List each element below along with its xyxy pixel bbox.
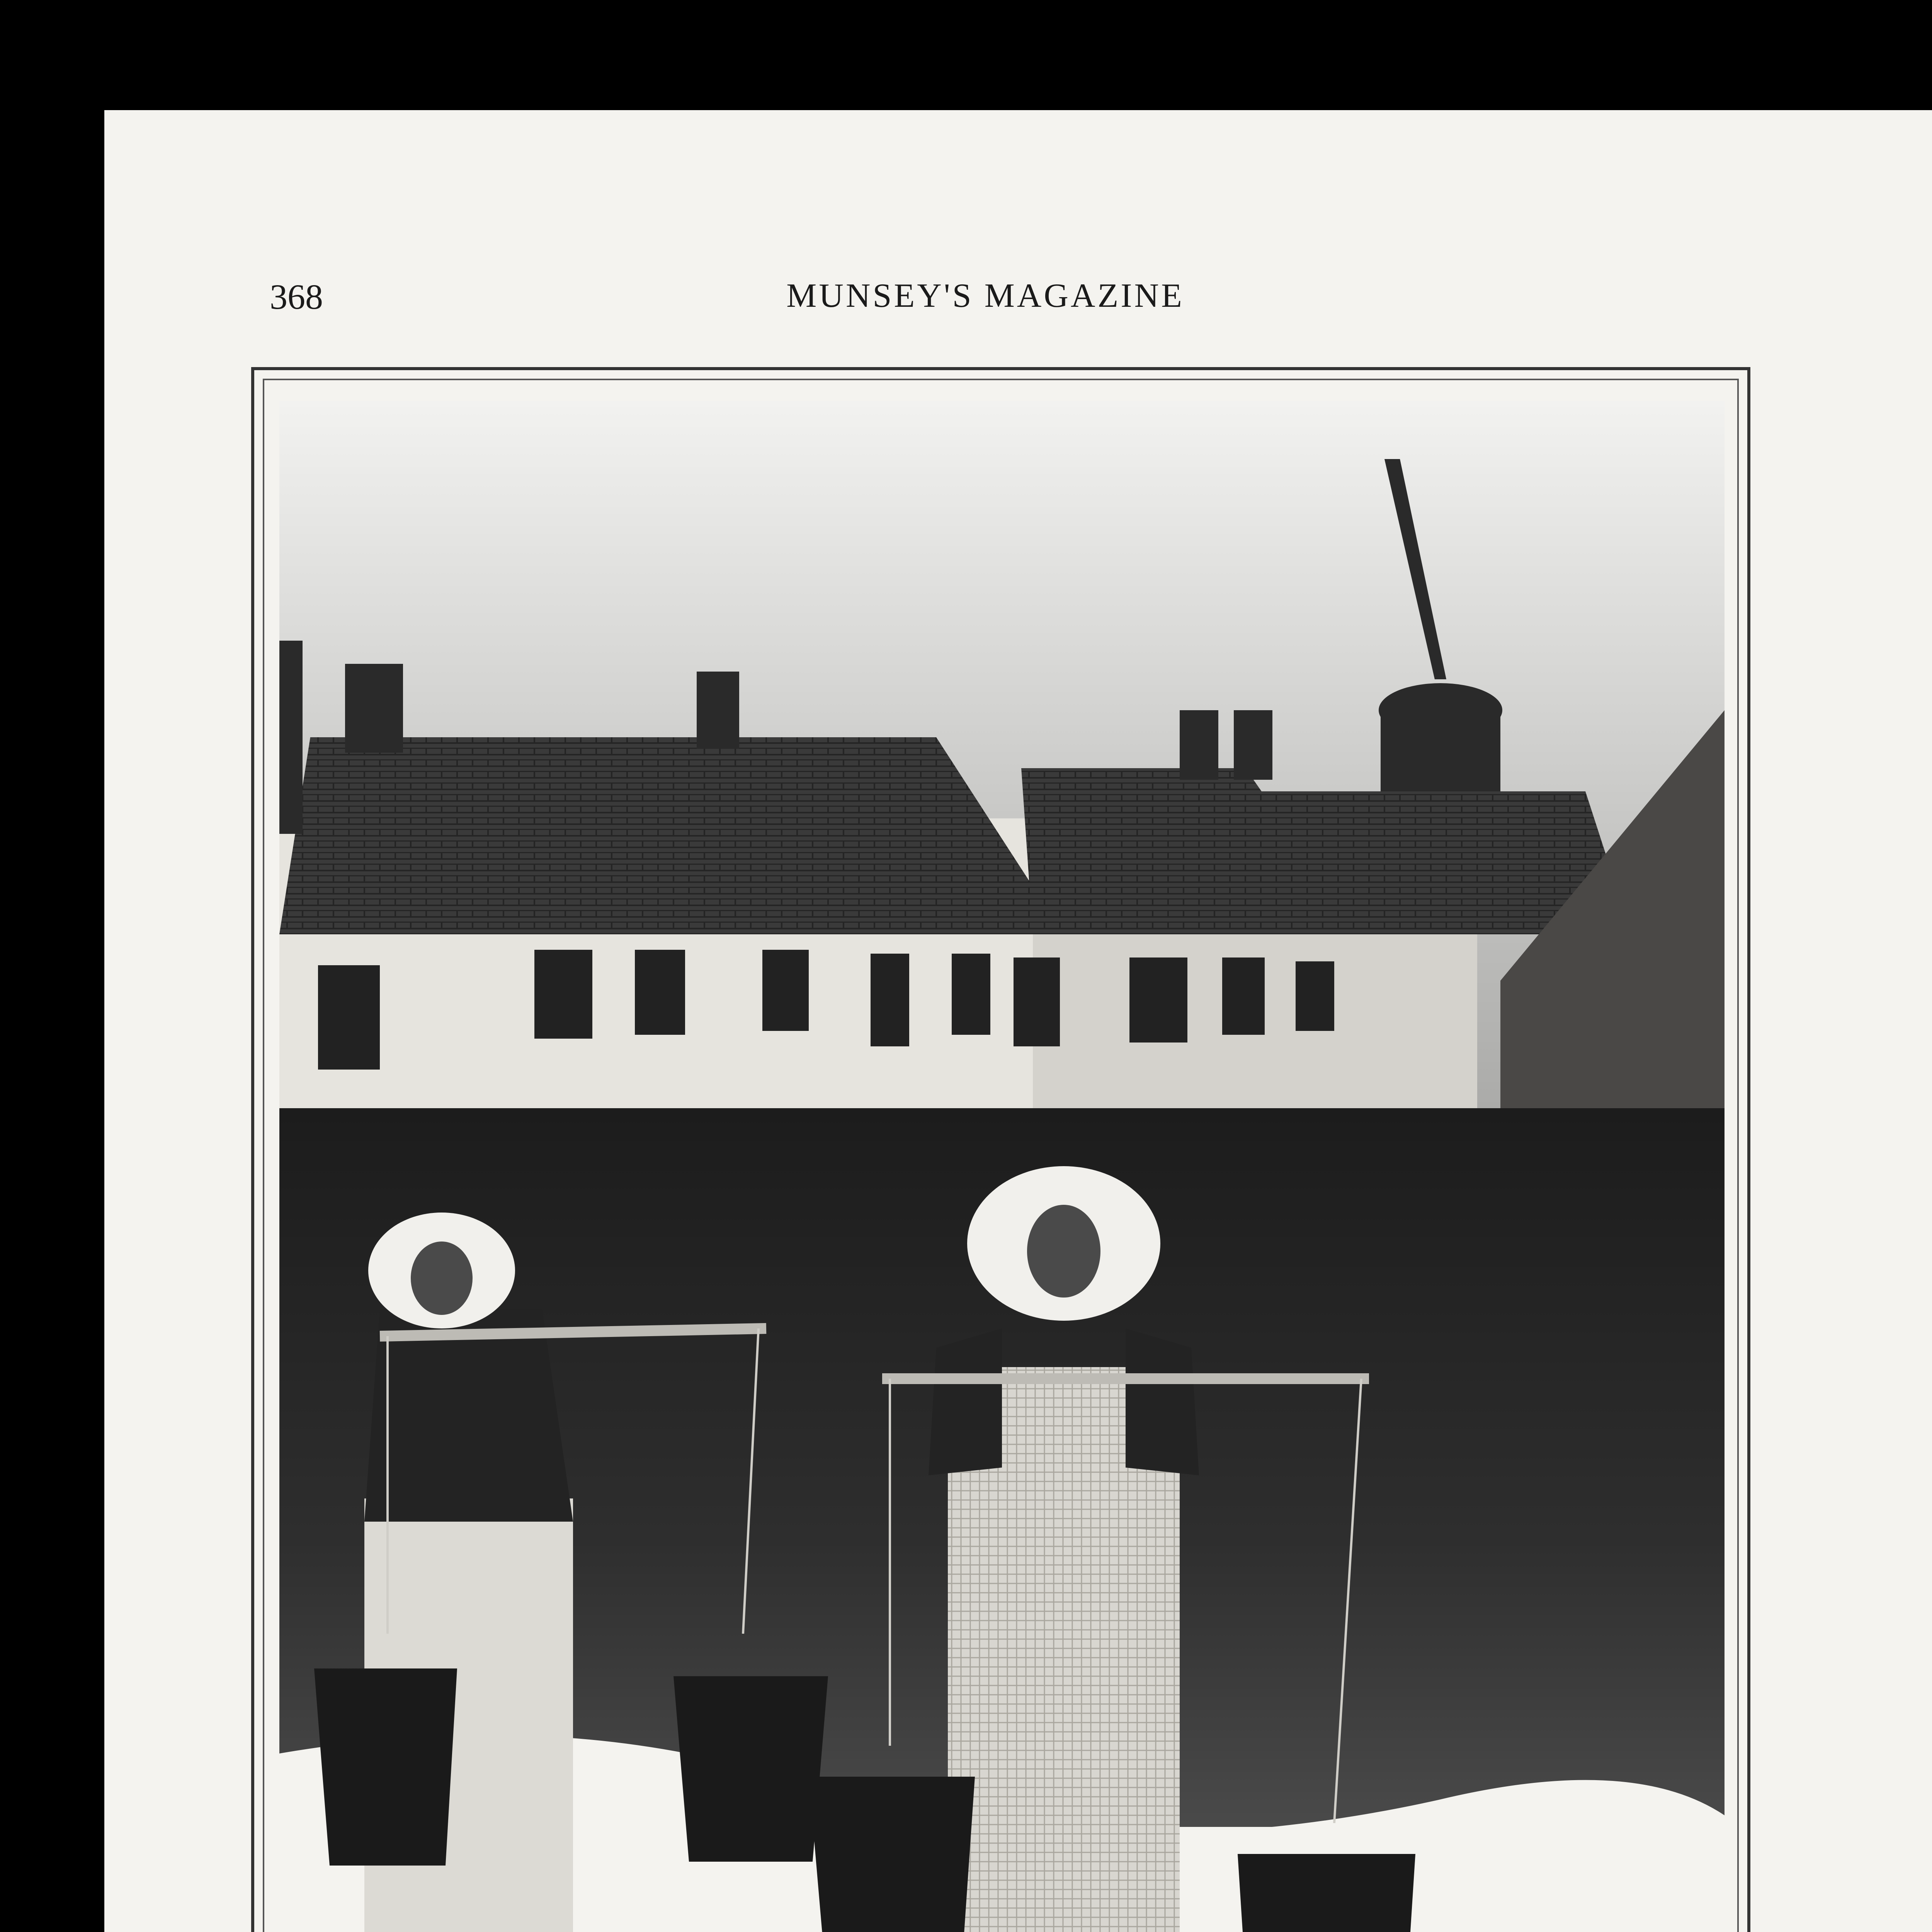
dutch-countrywomen-photo	[279, 401, 1725, 1932]
running-head	[104, 276, 1932, 334]
magazine-title: MUNSEY'S MAGAZINE	[786, 277, 1184, 315]
page-number: 368	[270, 277, 323, 316]
photo-frame	[251, 367, 1750, 1932]
magazine-page	[104, 110, 1932, 1932]
